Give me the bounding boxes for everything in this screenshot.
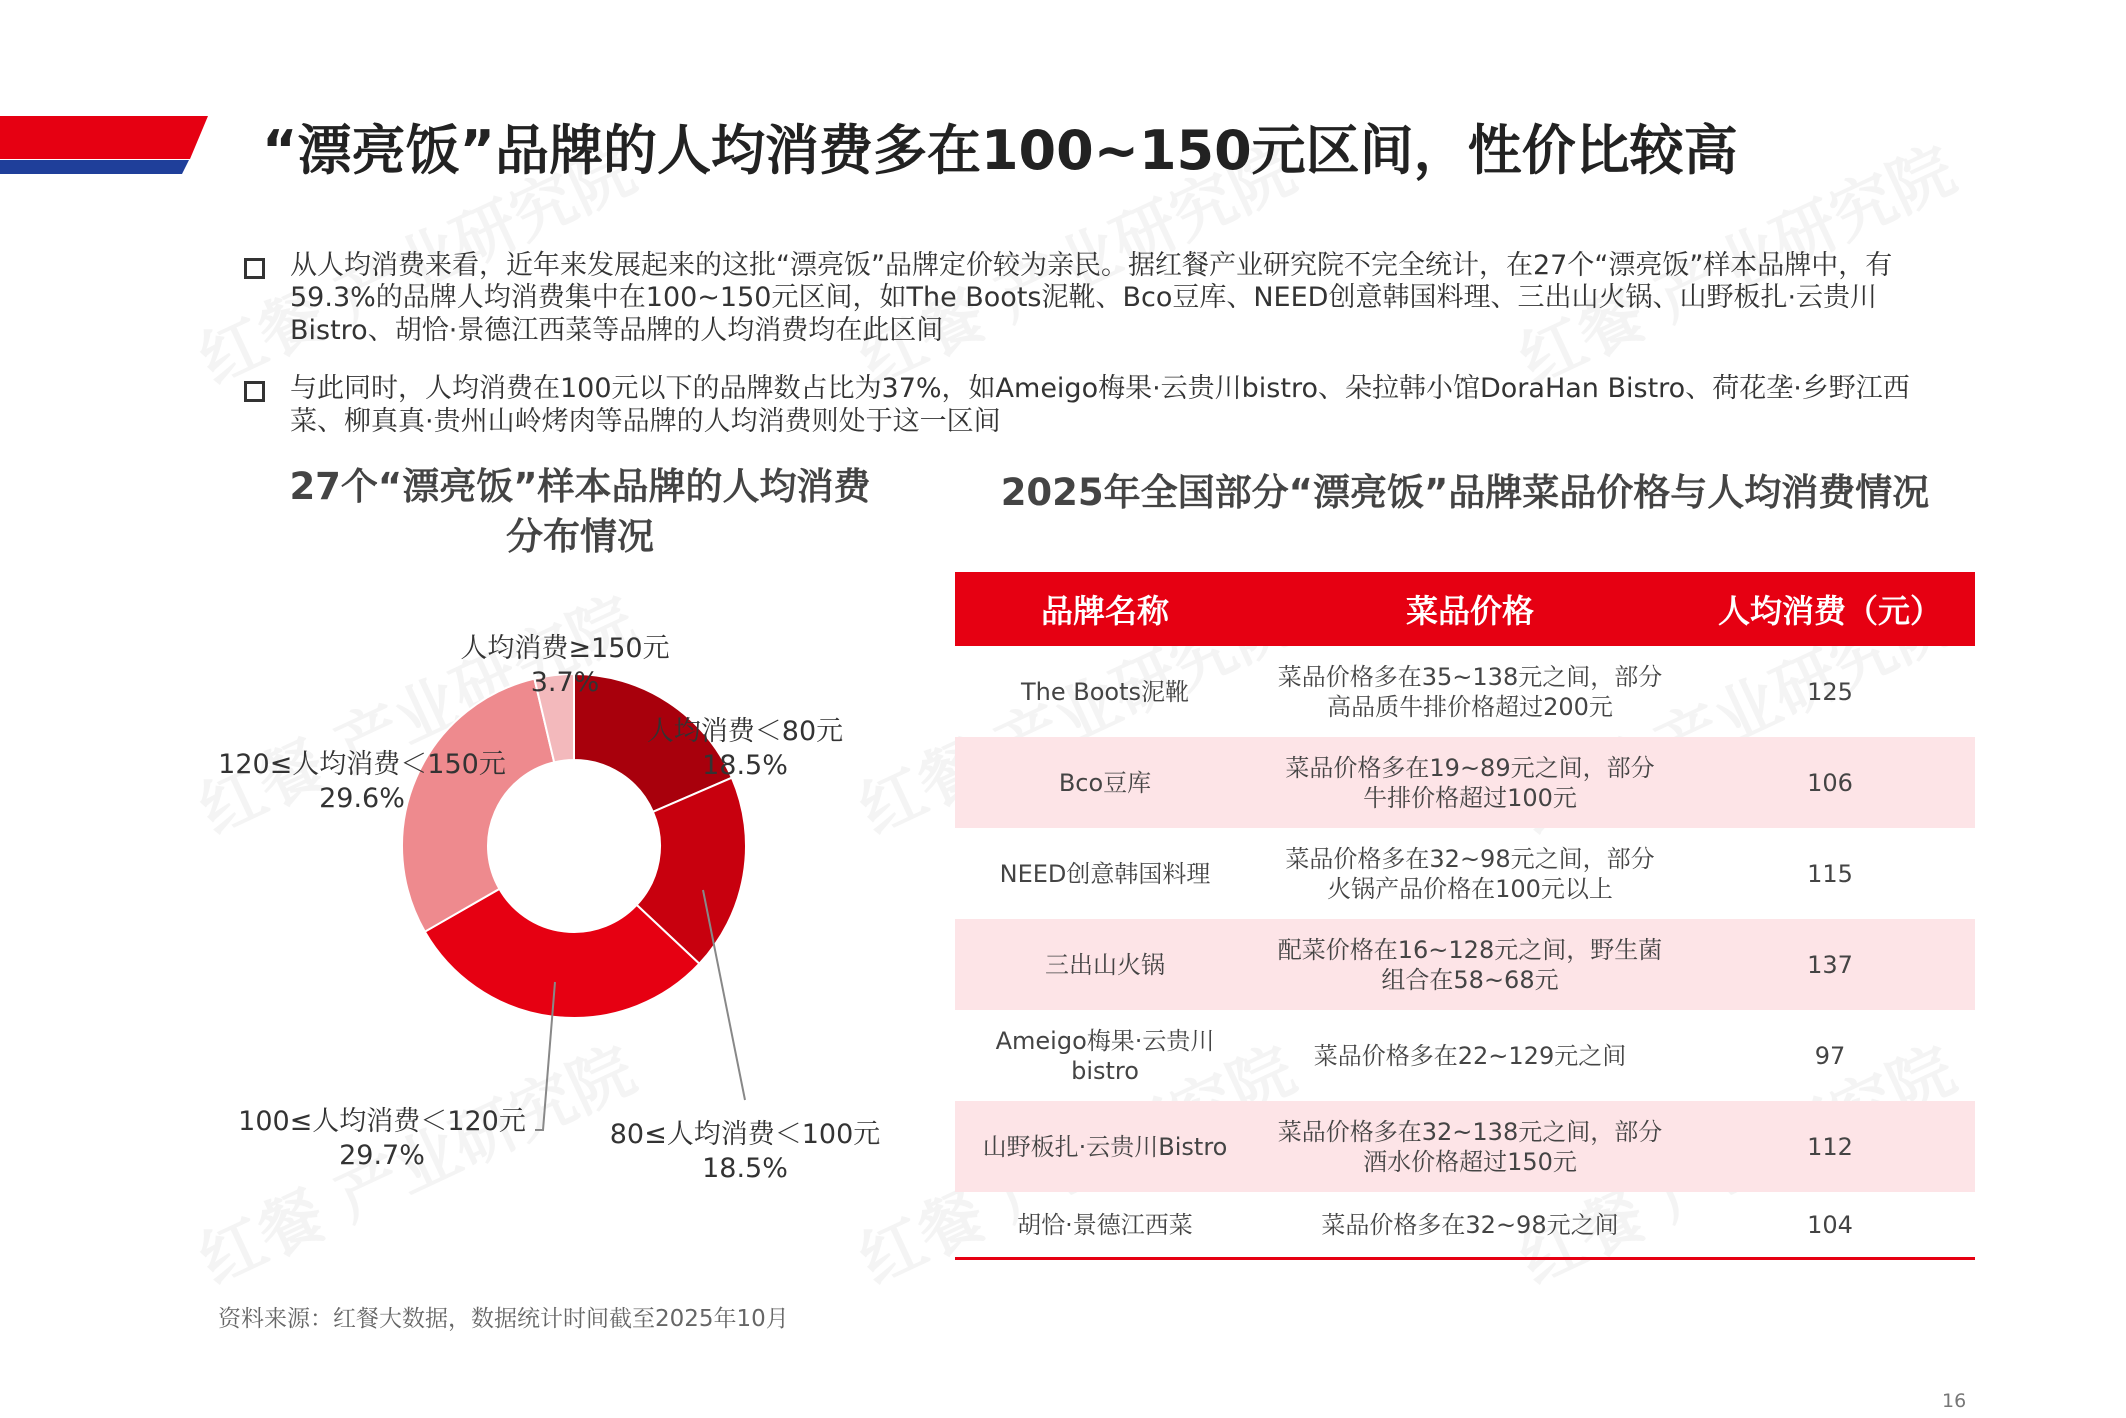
table-cell-brand-line: Bco豆库 [1058,768,1152,797]
table-header-price: 菜品价格 [1405,592,1534,630]
table-header-avg: 人均消费（元） [1717,592,1942,630]
table-row [955,828,1975,919]
table-cell-price-line: 酒水价格超过150元 [1363,1147,1577,1176]
table-cell-price-line: 菜品价格多在19~89元之间，部分 [1285,753,1655,782]
table-cell-price-line: 牛排价格超过100元 [1363,783,1577,812]
price-table [955,572,1975,1260]
bullet-item [244,373,1924,438]
table-header-row [955,572,1975,646]
table-cell-price [1255,753,1685,813]
table-header-brand: 品牌名称 [1040,592,1169,630]
table-cell-avg: 112 [1807,1132,1853,1161]
table-cell-brand [955,1026,1255,1086]
table-cell-avg: 125 [1807,677,1853,706]
chart-title-line: 分布情况 [506,514,654,558]
table-row [955,646,1975,737]
accent-red-bar [0,116,208,159]
slice-value-label: 3.7% [530,667,600,698]
table-cell-avg: 106 [1807,768,1853,797]
table-cell-brand-line: NEED创意韩国料理 [999,859,1211,888]
table-cell-brand-line: bistro [1071,1056,1139,1085]
table-cell-price [1255,1041,1685,1071]
table-cell-avg: 115 [1807,859,1853,888]
table-cell-brand [955,859,1255,889]
table-cell-price [1255,1117,1685,1177]
table-row [955,919,1975,1010]
square-bullet-icon [244,381,265,402]
slice-label: 100≤人均消费＜120元 [238,1106,526,1137]
table-cell-brand-line: The Boots泥靴 [1020,677,1189,706]
table-cell-brand [955,768,1255,798]
bullet-text: 与此同时，人均消费在100元以下的品牌数占比为37%，如Ameigo梅果·云贵川bistro、朵拉韩小馆DoraHan Bistro、荷花垄·乡野江西菜、柳真真·贵州山岭烤肉等品牌的人均消费则处于这一区间 [290,373,1910,437]
page-number: 16 [1942,1390,1967,1412]
table-cell-price [1255,662,1685,722]
table-cell-price-line: 菜品价格多在22~129元之间 [1313,1041,1627,1070]
bullet-list [244,250,1924,464]
table-cell-price-line: 组合在58~68元 [1381,965,1559,994]
bullet-text: 从人均消费来看，近年来发展起来的这批“漂亮饭”品牌定价较为亲民。据红餐产业研究院不完全统计，在27个“漂亮饭”样本品牌中，有59.3%的品牌人均消费集中在100~150元区间，如The Boots泥靴、Bco豆库、NEED创意韩国料理、三出山火锅、山野板扎·云贵川Bistro、胡恰·景德江西菜等品牌的人均消费均在此区间 [290,250,1893,346]
table-cell-price [1255,844,1685,904]
table-cell-brand [955,677,1255,707]
table-cell-avg: 97 [1814,1041,1846,1070]
table-cell-brand-line: 胡恰·景德江西菜 [1017,1210,1193,1239]
donut-chart [0,590,950,1210]
bullet-item [244,250,1924,347]
table-cell-price-line: 菜品价格多在32~98元之间，部分 [1285,844,1655,873]
table-cell-price-line: 菜品价格多在35~138元之间，部分 [1277,662,1663,691]
table-row [955,1010,1975,1101]
table-cell-price-line: 菜品价格多在32~98元之间 [1321,1210,1619,1239]
accent-blue-bar [0,160,189,174]
table-title: 2025年全国部分“漂亮饭”品牌菜品价格与人均消费情况 [1000,471,1930,514]
table-bottom-rule [955,1257,1975,1260]
table-cell-brand [955,1210,1255,1240]
donut-slice [402,679,554,932]
table-row [955,1192,1975,1257]
slice-label: 80≤人均消费＜100元 [609,1119,881,1150]
table-cell-brand-line: Ameigo梅果·云贵川 [995,1026,1215,1055]
table-cell-price-line: 高品质牛排价格超过200元 [1327,692,1613,721]
slice-label: 人均消费＜80元 [646,716,844,747]
page-title: “漂亮饭”品牌的人均消费多在100~150元区间，性价比较高 [262,119,1738,182]
slice-value-label: 18.5% [702,1153,788,1184]
square-bullet-icon [244,258,265,279]
slice-value-label: 29.6% [319,783,405,814]
slice-label: 人均消费≥150元 [460,633,670,664]
table-cell-price [1255,935,1685,995]
table-cell-brand-line: 三出山火锅 [1045,950,1165,979]
slice-label: 120≤人均消费＜150元 [218,749,506,780]
table-cell-price-line: 配菜价格在16~128元之间，野生菌 [1277,935,1663,964]
table-row [955,737,1975,828]
chart-title [230,462,930,562]
source-note: 资料来源：红餐大数据，数据统计时间截至2025年10月 [218,1306,789,1332]
header-accent-stripe [0,116,210,176]
table-row [955,1101,1975,1192]
table-cell-price [1255,1210,1685,1240]
table-cell-avg: 137 [1807,950,1853,979]
table-cell-price-line: 火锅产品价格在100元以上 [1327,874,1613,903]
table-cell-avg: 104 [1807,1210,1853,1239]
table-cell-brand [955,950,1255,980]
table-cell-brand [955,1132,1255,1162]
slice-value-label: 18.5% [702,750,788,781]
table-cell-brand-line: 山野板扎·云贵川Bistro [982,1132,1228,1161]
table-cell-price-line: 菜品价格多在32~138元之间，部分 [1277,1117,1663,1146]
slice-value-label: 29.7% [339,1140,425,1171]
chart-title-line: 27个“漂亮饭”样本品牌的人均消费 [289,465,871,508]
